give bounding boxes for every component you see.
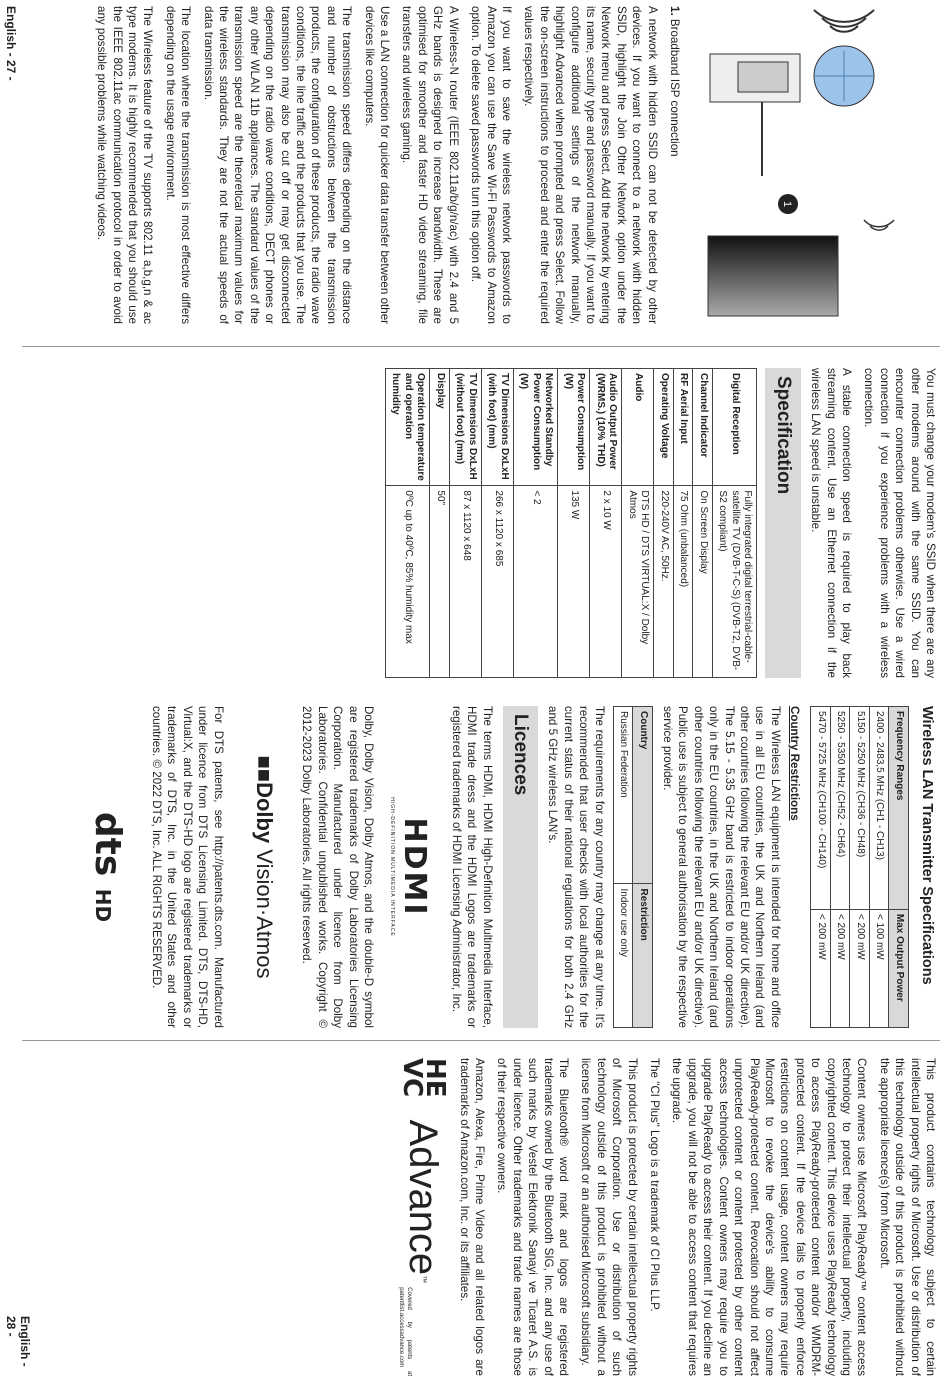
table-row <box>712 369 757 678</box>
table-row <box>654 369 674 678</box>
table-row <box>430 369 450 678</box>
spec-value: 87 x 1120 x 648 <box>449 486 481 678</box>
restriction-table <box>613 706 653 1028</box>
dts-hd-logo: dts HD <box>86 811 128 923</box>
column-2 <box>385 368 938 678</box>
wlan-frequency: 5150 - 5250 MHz (CH36 - CH48) <box>850 707 870 910</box>
wlan-frequency: 2400 - 2483,5 MHz (CH1 - CH13) <box>869 707 889 910</box>
spec-label: Channel Indicator <box>693 369 713 486</box>
router-tv-illustration <box>688 6 938 324</box>
item-title: Broadband ISP connection <box>668 18 681 157</box>
page-number-right: English - 28 - <box>4 1316 32 1367</box>
spec-value: Fully integrated digital terrestrial-cable-satellite TV (DVB-T-C-S) (DVB-T2, DVB-S2 compliant) <box>712 486 757 678</box>
playready-para: Content owners use Microsoft PlayReady™ content access technology to protect their intellectual property, including copyrighted content. This device uses PlayReady technology to access PlayReady-protected content and/or WMDRM-protected content. If the device fails to properly enforce restrictions on content usage, content owners may require Microsoft to revoke the device's ability to consume PlayReady-protected content. Revocation should not affect unprotected content or content protected by other content access technologies. Content owners may require you to upgrade PlayReady to access their content. If you decline an upgrade, you will not be able to access content that requires the upgrade. <box>670 1058 869 1376</box>
hdmi-logo-sub: HIGH-DEFINITION MULTIMEDIA INTERFACE <box>388 797 395 937</box>
dolby-para: Dolby, Dolby Vision, Dolby Atmos, and the double-D symbol are registered trademarks of Dolby Laboratories Licensing Corporation. Manufactured under licence from Dolby Laboratories. Confidential unpublished works. Copyright © 2012-2023 Dolby Laboratories. All rights reserved. <box>300 706 375 1028</box>
table-row <box>481 369 513 678</box>
spec-label: Audio <box>622 369 654 486</box>
ci-plus-para: The "CI Plus" Logo is a trademark of CI Plus LLP. <box>648 1058 662 1312</box>
specification-heading: Specification <box>765 368 800 678</box>
router-para: A Wireless-N router (IEEE 802.11a/b/g/n/ac) with 2.4 and 5 GHz bands is designed to increase bandwidth. These are optimised for smoother and faster HD video streaming, file transfers and wireless gaming. <box>400 6 460 324</box>
spec-value: 135 W <box>558 486 590 678</box>
restr-country: Russian Federation <box>613 707 633 884</box>
table-row <box>513 369 558 678</box>
table-row <box>850 707 870 1028</box>
hidden-ssid-para: A network with hidden SSID can not be detected by other devices. If you want to connect to a network with hidden SSID, highlight the Join Other Network option under the Network menu and press Select. Add the network by entering its name, security type and password manually. If you want to configure additional settings of the network manually, highlight Advanced when prompted and press Select. Follow the on-screen instructions to proceed and enter the required values respectively. <box>522 6 659 324</box>
page-number-left: English - 27 - <box>4 6 18 81</box>
restr-value: Indoor use only <box>613 884 633 1028</box>
table-row <box>811 707 831 1028</box>
network-diagram-icon <box>688 6 938 324</box>
dts-para: For DTS patents, see http://patents.dts.com. Manufactured under licence from DTS Licensing Limited. DTS, DTS-HD, Virtual:X, and the DTS-HD logo are registered trademarks or trademarks of DTS, Inc. in the United States and other countries. © 2022 DTS, Inc. ALL RIGHTS RESERVED. <box>150 706 225 1028</box>
item-number: 1. <box>668 6 681 16</box>
column-divider <box>22 346 940 347</box>
dolby-logo: ■■Dolby Vision·Atmos <box>251 755 277 979</box>
spec-label: Display <box>430 369 450 486</box>
wireless-feature-para: The Wireless feature of the TV supports 802.11 a,b,g,n & ac type modems. It is highly recommended that you should use the IEEE 802.11ac communication protocol in order to avoid any possible problems while watching videos. <box>95 6 155 324</box>
licences-heading: Licences <box>503 706 538 1028</box>
table-row <box>558 369 590 678</box>
wlan-power: < 200 mW <box>830 909 850 1027</box>
restr-col-country: Country <box>633 707 653 884</box>
table-row <box>693 369 713 678</box>
stable-speed-para: A stable connection speed is required to play back streaming content. Use an Ethernet connection if the wireless LAN speed is unstable. <box>809 368 853 678</box>
column-3 <box>83 706 938 1028</box>
lan-para: Use a LAN connection for quicker data transfer between other devices like computers. <box>362 6 392 324</box>
microsoft-para: This product contains technology subject to certain intellectual property rights of Microsoft. Use or distribution of this technology outside of this product is prohibited without the appropriate licence(s) from Microsoft. <box>877 1058 937 1376</box>
spec-label: Power Consumption (W) <box>558 369 590 486</box>
speed-para: The transmission speed differs depending on the distance and number of obstructions between the transmission products, the configuration of these products, the radio wave conditions, the line traffic and the products that you use. The transmission may also be cut off or may get disconnected depending on the radio wave conditions, DECT phones or any other WLAN 11b appliances. The standard values of the transmission speed are the theoretical maximum values for the wireless standards. They are not the actual speeds of data transmission. <box>201 6 354 324</box>
hevc-advance-logo: HE VC Advance ™ Covered by patents at patentlist.accessadvance.com <box>396 1058 451 1376</box>
table-row <box>622 369 654 678</box>
spec-label: Digital Reception <box>712 369 757 486</box>
ssid-para: You must change your modem's SSID when there are any other modems around with the same SSID. You can encounter connection problems otherwise. Use a wired connection if you experience problems with a wireless connection. <box>862 368 937 678</box>
table-row <box>830 707 850 1028</box>
hdmi-logo: HDMI <box>397 817 433 917</box>
hdmi-para: The terms HDMI, HDMI High-Definition Multimedia Interface, HDMI trade dress and the HDMI Logos are trademarks or registered trademarks of HDMI Licensing Administrator, Inc. <box>449 706 494 1028</box>
spec-value: DTS HD / DTS VIRTUAL:X / Dolby Atmos <box>622 486 654 678</box>
spec-value: 75 Ohm (unbalanced) <box>673 486 693 678</box>
microsoft-ip-para: This product is protected by certain intellectual property rights of Microsoft Corporation. Use or distribution of such technology outside of this product is prohibited without a license from Microsoft or an authorised Microsoft subsidiary. <box>579 1058 639 1376</box>
table-row <box>869 707 889 1028</box>
spec-label: Operation temperature and operation humidity <box>385 369 430 486</box>
wlan-frequency: 5250 - 5350 MHz (CH52 - CH64) <box>830 707 850 910</box>
column-4 <box>396 1058 938 1376</box>
spec-value: 0ºC up to 40ºC, 85% humidity max <box>385 486 430 678</box>
wlan-power: < 200 mW <box>811 909 831 1027</box>
wlan-table <box>810 706 909 1028</box>
wlan-col-frequency: Frequency Ranges <box>889 707 909 910</box>
wlan-heading: Wireless LAN Transmitter Specifications <box>919 706 935 985</box>
column-1 <box>87 6 938 324</box>
spec-value: < 2 <box>513 486 558 678</box>
spec-label: RF Aerial Input <box>673 369 693 486</box>
bluetooth-para: The Bluetooth® word mark and logos are registered trademarks owned by the Bluetooth SIG, Inc. and any use of such marks by Vestel Elektronik Sanayi ve Ticaret A.S. is under licence. Other trademarks and trade names are those of their respective owners. <box>495 1058 571 1376</box>
spec-value: 220-240V AC, 50Hz. <box>654 486 674 678</box>
wlan-power: < 100 mW <box>869 909 889 1027</box>
location-para: The location where the transmission is most effective differs depending on the usage environment. <box>163 6 193 324</box>
table-row <box>673 369 693 678</box>
country-heading: Country Restrictions <box>788 706 802 821</box>
table-row <box>613 707 633 1028</box>
spec-value: 2 x 10 W <box>590 486 622 678</box>
spec-value: 50" <box>430 486 450 678</box>
spec-label: Audio Output Power (WRMS.) (10% THD) <box>590 369 622 486</box>
specification-table <box>385 368 758 678</box>
spec-value: 266 x 1120 x 685 <box>481 486 513 678</box>
spec-label: TV Dimensions DxLxH (without foot) (mm) <box>449 369 481 486</box>
spec-label: TV Dimensions DxLxH (with foot) (mm) <box>481 369 513 486</box>
table-row <box>385 369 430 678</box>
spec-label: Networked Standby Power Consumption (W) <box>513 369 558 486</box>
restr-col-restriction: Restriction <box>633 884 653 1028</box>
country-para: The Wireless LAN equipment is intended for home and office use in all EU countries, the UK and Northern Ireland (and other countries following the relevant EU and/or UK directive). The 5.15 - 5.35 GHz band is restricted to indoor operations only in the EU countries, in the UK and Northern Ireland (and other countries following the relevant EU and/or UK directive). Public use is subject to general authorisation by the respective service provider. <box>660 706 782 1028</box>
spec-label: Operating Voltage <box>654 369 674 486</box>
table-row <box>449 369 481 678</box>
amazon-para: Amazon, Alexa, Fire, Prime Video and all related logos are trademarks of Amazon.com, Inc. or its affiliates. <box>457 1058 487 1376</box>
svg-text:1: 1 <box>781 200 793 208</box>
save-passwords-para: If you want to save the wireless network passwords to Amazon you can use the Save Wi-Fi Passwords to Amazon option. To delete saved passwords turn this option off. <box>469 6 513 324</box>
table-row <box>590 369 622 678</box>
spec-value: On Screen Display <box>693 486 713 678</box>
wlan-power: < 200 mW <box>850 909 870 1027</box>
column-divider <box>22 1040 940 1041</box>
wlan-frequency: 5470 - 5725 MHz (CH100 - CH140) <box>811 707 831 910</box>
wlan-col-power: Max Output Power <box>889 909 909 1027</box>
requirements-para: The requirements for any country may change at any time. It's recommended that user checks with local authorities for the current status of their national regulations for both 2.4 GHz and 5 GHz wireless LAN's. <box>546 706 606 1028</box>
